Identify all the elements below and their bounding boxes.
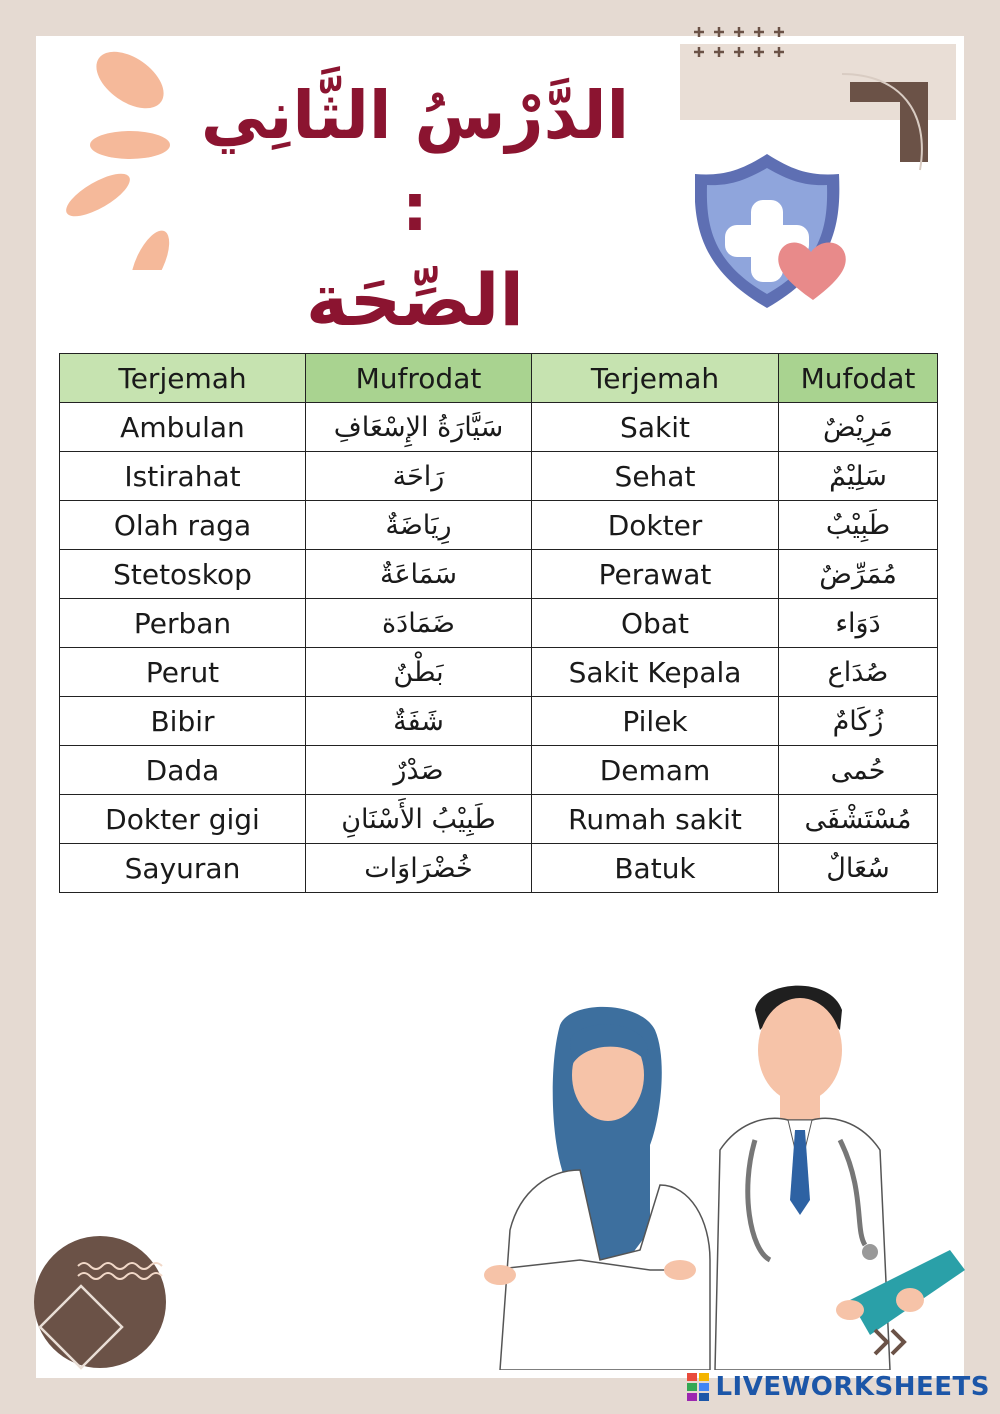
plus-pattern	[690, 24, 794, 64]
cell-terjemah: Sayuran	[60, 844, 306, 893]
cell-terjemah: Batuk	[532, 844, 779, 893]
cell-mufrodat: خُضْرَاوَات	[306, 844, 532, 893]
cell-terjemah: Perut	[60, 648, 306, 697]
table-row	[60, 648, 938, 697]
table-row	[60, 403, 938, 452]
liveworksheets-logo	[687, 1372, 990, 1402]
table-body	[60, 403, 938, 893]
table-header-row	[60, 354, 938, 403]
cell-mufodat: مُمَرِّضٌ	[779, 550, 938, 599]
cell-mufrodat: شَفَةٌ	[306, 697, 532, 746]
cell-terjemah: Perawat	[532, 550, 779, 599]
header-mufrodat: Mufrodat	[306, 354, 532, 403]
table-row	[60, 550, 938, 599]
cell-terjemah: Bibir	[60, 697, 306, 746]
cell-terjemah: Istirahat	[60, 452, 306, 501]
brand-text: LIVEWORKSHEETS	[715, 1372, 990, 1402]
cell-mufrodat: صَدْرٌ	[306, 746, 532, 795]
cell-mufrodat: طَبِيْبُ الأَسْنَانِ	[306, 795, 532, 844]
header-terjemah-2: Terjemah	[532, 354, 779, 403]
vocabulary-table	[59, 353, 938, 893]
cell-mufrodat: ضَمَادَة	[306, 599, 532, 648]
cell-mufodat: سَلِيْمٌ	[779, 452, 938, 501]
table-row	[60, 697, 938, 746]
cell-mufodat: مَرِيْضٌ	[779, 403, 938, 452]
title-line-2: الصِّحَة	[305, 258, 525, 342]
cell-mufodat: سُعَالٌ	[779, 844, 938, 893]
cell-mufrodat: سَيَّارَةُ الإِسْعَافِ	[306, 403, 532, 452]
cell-terjemah: Pilek	[532, 697, 779, 746]
cell-terjemah: Olah raga	[60, 501, 306, 550]
cell-mufodat: صُدَاع	[779, 648, 938, 697]
doctors-illustration	[470, 970, 970, 1370]
cell-terjemah: Obat	[532, 599, 779, 648]
table-row	[60, 795, 938, 844]
cell-terjemah: Dokter	[532, 501, 779, 550]
cell-terjemah: Ambulan	[60, 403, 306, 452]
cell-terjemah: Sakit	[532, 403, 779, 452]
table-row	[60, 844, 938, 893]
cell-terjemah: Sakit Kepala	[532, 648, 779, 697]
circle-diamond-decoration	[34, 1230, 204, 1380]
header-terjemah-1: Terjemah	[60, 354, 306, 403]
cell-mufodat: طَبِيْبٌ	[779, 501, 938, 550]
cell-terjemah: Dokter gigi	[60, 795, 306, 844]
cell-mufrodat: سَمَاعَةٌ	[306, 550, 532, 599]
table-row	[60, 746, 938, 795]
cell-terjemah: Sehat	[532, 452, 779, 501]
liveworksheets-logo-icon	[687, 1373, 709, 1401]
title-line-1: الدَّرْسُ الثَّانِي :	[200, 77, 630, 246]
cell-mufrodat: رَاحَة	[306, 452, 532, 501]
cell-terjemah: Dada	[60, 746, 306, 795]
cell-mufodat: زُكَامٌ	[779, 697, 938, 746]
cell-mufrodat: بَطْنٌ	[306, 648, 532, 697]
header-mufodat: Mufodat	[779, 354, 938, 403]
table-row	[60, 452, 938, 501]
cell-mufodat: حُمى	[779, 746, 938, 795]
table-row	[60, 501, 938, 550]
table-row	[60, 599, 938, 648]
cell-terjemah: Demam	[532, 746, 779, 795]
sun-rays-decoration	[60, 40, 180, 270]
cell-terjemah: Rumah sakit	[532, 795, 779, 844]
cell-mufrodat: رِيَاضَةٌ	[306, 501, 532, 550]
cell-terjemah: Stetoskop	[60, 550, 306, 599]
shield-cross-icon	[695, 150, 865, 315]
lesson-title	[180, 70, 650, 346]
cell-terjemah: Perban	[60, 599, 306, 648]
cell-mufodat: مُسْتَشْفَى	[779, 795, 938, 844]
cell-mufodat: دَوَاء	[779, 599, 938, 648]
